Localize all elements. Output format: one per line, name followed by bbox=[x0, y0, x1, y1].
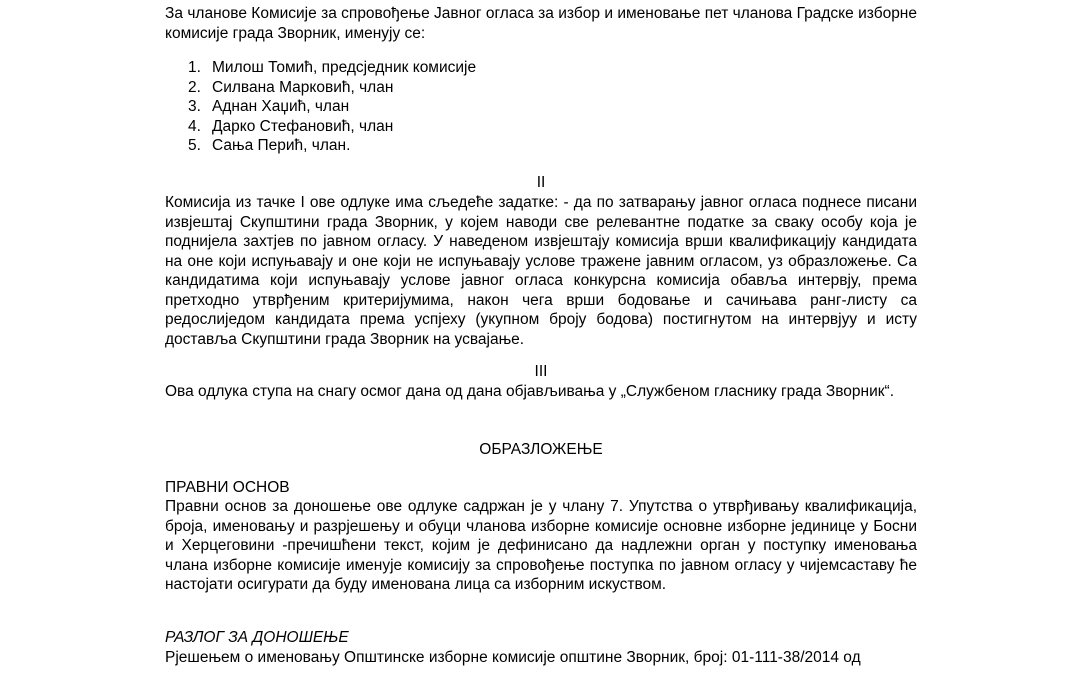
list-item: Аднан Хаџић, члан bbox=[212, 98, 350, 115]
members-list bbox=[188, 58, 476, 156]
list-item: Дарко Стефановић, члан bbox=[212, 117, 394, 135]
legal-basis-heading: ПРАВНИ ОСНОВ bbox=[165, 479, 290, 496]
list-item: Силвана Марковић, члан bbox=[212, 78, 394, 96]
reason-heading: РАЗЛОГ ЗА ДОНОШЕЊЕ bbox=[165, 629, 349, 646]
list-item: Милош Томић, предсједник комисије bbox=[212, 59, 477, 76]
list-item: Сања Перић, члан. bbox=[212, 137, 351, 154]
section-3-text: Ова одлука ступа на снагу осмог дана од дана објављивања у „Службеном гласнику града Зворник“. bbox=[165, 383, 895, 400]
reason-text: Рјешењем о именовању Општинске изборне комисије општине Зворник, број: 01-111-38/2014 од bbox=[165, 649, 861, 666]
intro-paragraph: За чланове Комисије за спровођење Јавног огласа за избор и именовање пет чланова Градске изборне комисије града Зворник, именују се: bbox=[165, 5, 917, 42]
section-2-text: Комисија из тачке I ове одлуке има сљедеће задатке: - да по затварању јавног огласа поднесе писани извјештај Скупштини града Зворник, у којем наводи све релевантне податке за сваку особу која је поднијела захтјев по јавном огласу. У наведеном извјештају комисија врши квалификацију кандидата на оне који испуњавају и оне који не испуњавају услове тражене јавним огласом, уз образложење. Са кандидатима који испуњавају услове јавног огласа конкурсна комисија обавља интервју, према претходно утврђеним критеријумима, након чега врши бодовање и сачињава ранг-листу са редослиједом кандидата према успјеху (укупном броју бодова) постигнутом на интервјуу и исту доставља Скупштини града Зворник на усвајање. bbox=[165, 194, 917, 348]
section-2-heading: II bbox=[536, 174, 546, 191]
explanation-title: ОБРАЗЛОЖЕЊЕ bbox=[479, 441, 603, 458]
legal-basis-text: Правни основ за доношење ове одлуке садржан је у члану 7. Упутства о утврђивању квалификација, броја, именовању и разрјешењу и обуци чланова изборне комисије основне изборне јединице у Босни и Херцеговини -пречишћени текст, којим је дефинисано да надлежни орган у поступку именовања члана изборне комисије именује комисију за спровођење поступка по јавном огласу у чијемсаставу ће настојати осигурати да буду именована лица са изборним искуством. bbox=[165, 498, 917, 593]
section-3-heading: III bbox=[534, 363, 548, 380]
